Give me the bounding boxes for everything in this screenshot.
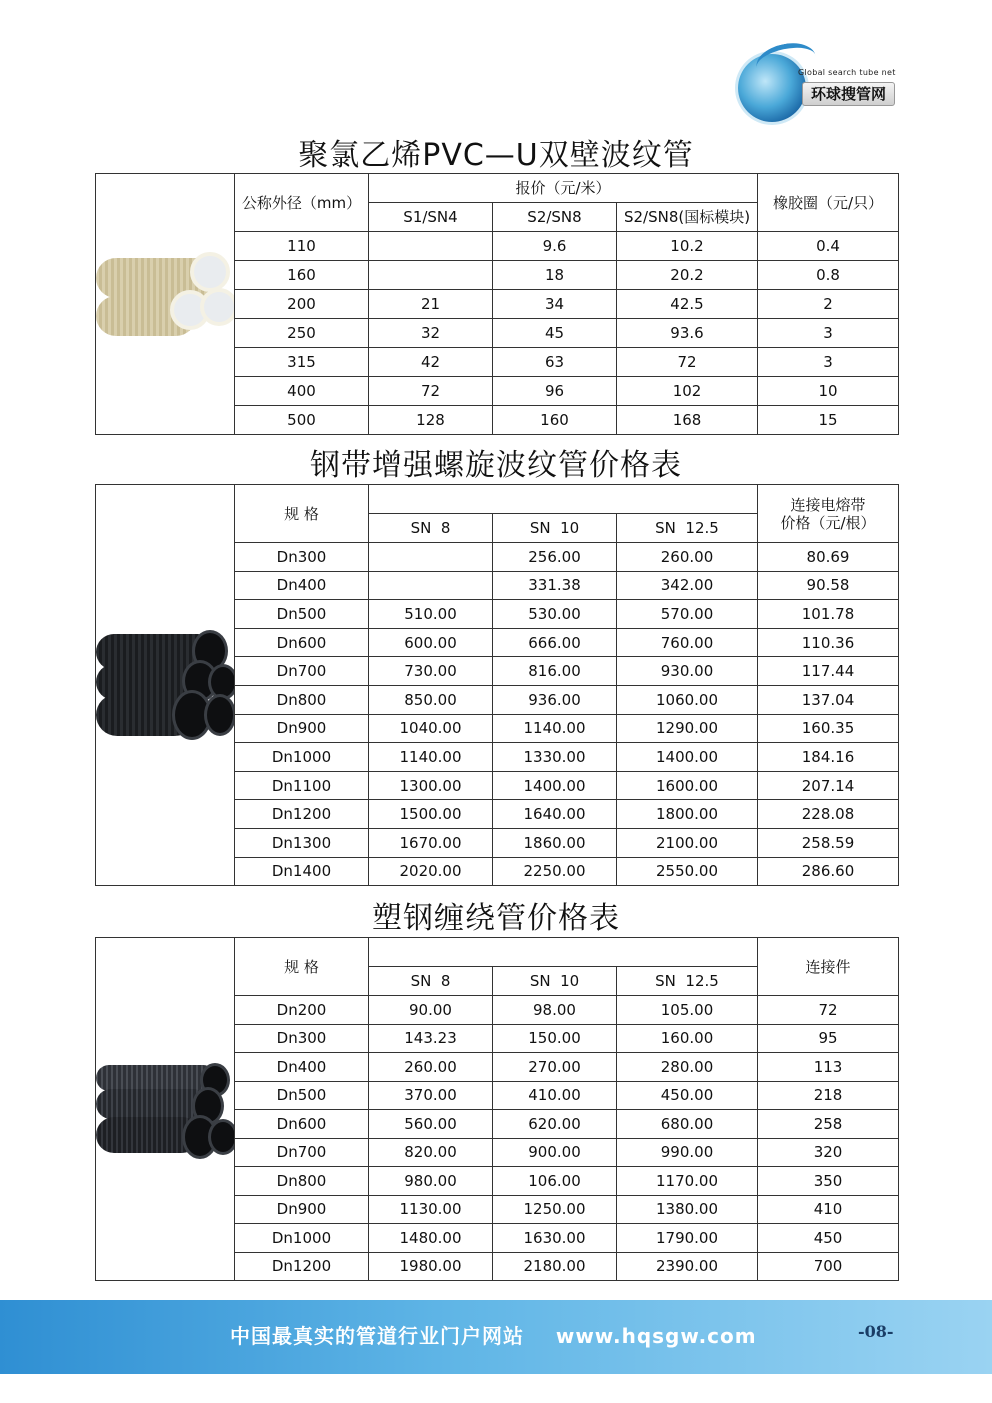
table-row: 250 32 45 93.6 3 (96, 319, 899, 348)
page-number: -08- (858, 1322, 894, 1341)
table-row: 160 18 20.2 0.8 (96, 261, 899, 290)
table-row: 110 9.6 10.2 0.4 (96, 232, 899, 261)
table-row: Dn500 370.00 410.00 450.00 218 (96, 1081, 899, 1110)
table-row: Dn300 256.00 260.00 80.69 (96, 543, 899, 572)
header-size: 公称外径（mm） (235, 174, 369, 232)
header-extra-line1: 连接电熔带 (790, 495, 866, 514)
wound-pipe-image (96, 1059, 234, 1159)
header-extra (758, 485, 899, 543)
table-row: Dn900 1040.00 1140.00 1290.00 160.35 (96, 714, 899, 743)
table-row: Dn500 510.00 530.00 570.00 101.78 (96, 600, 899, 629)
table-row: Dn1200 1980.00 2180.00 2390.00 700 (96, 1252, 899, 1281)
pvc-price-table (95, 173, 899, 435)
header-s2: S2/SN8 (493, 203, 617, 232)
header-s3: S2/SN8(国标模块) (617, 203, 758, 232)
table-row: Dn1200 1500.00 1640.00 1800.00 228.08 (96, 800, 899, 829)
table-row: Dn900 1130.00 1250.00 1380.00 410 (96, 1195, 899, 1224)
steel-belt-price-table (95, 484, 899, 886)
header-spec: 规 格 (235, 938, 369, 996)
table-row: Dn1100 1300.00 1400.00 1600.00 207.14 (96, 771, 899, 800)
plastic-steel-price-table (95, 937, 899, 1281)
swoosh-icon (753, 38, 819, 85)
table-row: Dn1000 1480.00 1630.00 1790.00 450 (96, 1224, 899, 1253)
steel-pipe-photo (96, 485, 235, 886)
pvc-pipe-photo (96, 174, 235, 435)
pvc-section-title: 聚氯乙烯PVC—U双壁波纹管 (298, 138, 694, 173)
table-row: Dn400 260.00 270.00 280.00 113 (96, 1053, 899, 1082)
table-row: Dn800 850.00 936.00 1060.00 137.04 (96, 685, 899, 714)
table-row: Dn700 730.00 816.00 930.00 117.44 (96, 657, 899, 686)
table-row: Dn600 600.00 666.00 760.00 110.36 (96, 628, 899, 657)
header-sn125: SN 12.5 (617, 514, 758, 543)
header-sn10: SN 10 (493, 967, 617, 996)
table-row: 400 72 96 102 10 (96, 377, 899, 406)
header-sn10: SN 10 (493, 514, 617, 543)
logo-chinese-text: 环球搜管网 (802, 82, 895, 106)
header-sn8: SN 8 (369, 967, 493, 996)
wound-pipe-photo (96, 938, 235, 1281)
table-row: Dn1400 2020.00 2250.00 2550.00 286.60 (96, 857, 899, 886)
header-spec: 规 格 (235, 485, 369, 543)
footer-slogan[interactable]: 中国最真实的管道行业门户网站 www.hqsgw.com (230, 1324, 757, 1348)
header-grade-blank (369, 485, 758, 514)
table-row: 200 21 34 42.5 2 (96, 290, 899, 319)
table-row: Dn1000 1140.00 1330.00 1400.00 184.16 (96, 743, 899, 772)
logo-english-text: Global search tube net (798, 68, 896, 77)
table-row: Dn800 980.00 106.00 1170.00 350 (96, 1167, 899, 1196)
header-ring: 橡胶圈（元/只） (758, 174, 899, 232)
header-connector: 连接件 (758, 938, 899, 996)
steel-pipe-image (96, 630, 234, 740)
steel-belt-section-title: 钢带增强螺旋波纹管价格表 (310, 448, 682, 483)
header-s1: S1/SN4 (369, 203, 493, 232)
header-sn125: SN 12.5 (617, 967, 758, 996)
table-row: Dn600 560.00 620.00 680.00 258 (96, 1110, 899, 1139)
table-row: Dn1300 1670.00 1860.00 2100.00 258.59 (96, 828, 899, 857)
header-sn8: SN 8 (369, 514, 493, 543)
table-row: Dn300 143.23 150.00 160.00 95 (96, 1024, 899, 1053)
table-row: 315 42 63 72 3 (96, 348, 899, 377)
site-logo (738, 44, 908, 134)
header-grade-blank (369, 938, 758, 967)
table-row: Dn700 820.00 900.00 990.00 320 (96, 1138, 899, 1167)
table-row: Dn400 331.38 342.00 90.58 (96, 571, 899, 600)
header-price: 报价（元/米） (369, 174, 758, 203)
footer-banner (0, 1300, 992, 1374)
pvc-pipe-image (96, 244, 234, 364)
table-row: 500 128 160 168 15 (96, 406, 899, 435)
header-extra-line2: 价格（元/根） (780, 513, 876, 532)
table-row: Dn200 90.00 98.00 105.00 72 (96, 996, 899, 1025)
plastic-steel-section-title: 塑钢缠绕管价格表 (372, 901, 620, 936)
